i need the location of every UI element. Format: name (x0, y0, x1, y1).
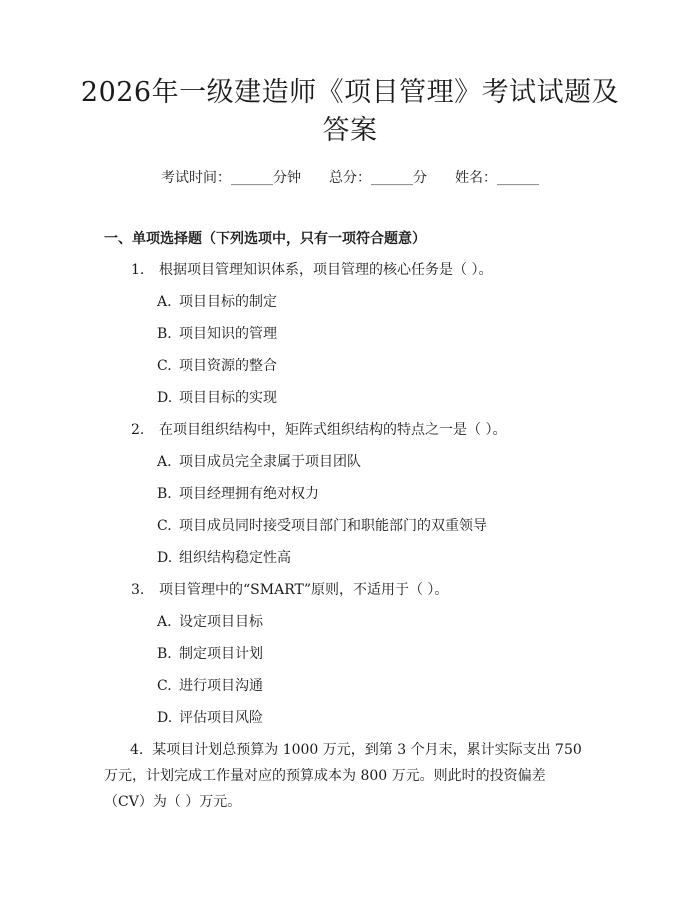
exam-title (60, 74, 640, 150)
option-2d (157, 548, 291, 568)
question-number: 3. (131, 582, 145, 598)
option-text: 项目知识的管理 (179, 326, 277, 342)
total-score-field: 总分：______分 (329, 170, 427, 186)
option-2b (157, 484, 319, 504)
question-number: 4. (130, 742, 144, 758)
question-number: 1. (131, 262, 145, 278)
option-letter: A. (157, 614, 172, 630)
option-letter: D. (157, 390, 173, 406)
option-letter: B. (157, 486, 172, 502)
exam-title-line1: 2026年一级建造师《项目管理》考试试题及 (80, 77, 620, 108)
exam-title-line2: 答案 (322, 115, 378, 146)
option-letter: D. (157, 710, 173, 726)
option-letter: C. (157, 678, 172, 694)
option-3a (157, 612, 263, 632)
option-1d (157, 388, 277, 408)
option-2a (157, 452, 361, 472)
option-text: 项目目标的制定 (179, 294, 277, 310)
section-heading: 一、单项选择题（下列选项中，只有一项符合题意） (104, 231, 426, 247)
option-1a (157, 292, 277, 312)
option-3c (157, 676, 263, 696)
option-1b (157, 324, 277, 344)
question-2 (131, 420, 506, 440)
option-letter: C. (157, 518, 172, 534)
option-letter: A. (157, 454, 172, 470)
option-text: 进行项目沟通 (179, 678, 263, 694)
question-text: 某项目计划总预算为 1000 万元，到第 3 个月末，累计实际支出 750 万元，计划完成工作量对应的预算成本为 800 万元。则此时的投资偏差（CV）为（ ）万元。 (104, 742, 582, 810)
question-text: 根据项目管理知识体系，项目管理的核心任务是（ ）。 (159, 262, 493, 278)
option-2c (157, 516, 487, 536)
exam-time-field: 考试时间：______分钟 (161, 170, 301, 186)
question-text: 在项目组织结构中，矩阵式组织结构的特点之一是（ ）。 (159, 422, 507, 438)
option-letter: B. (157, 646, 172, 662)
name-field: 姓名：______ (455, 170, 539, 186)
question-1 (131, 260, 492, 280)
option-text: 评估项目风险 (179, 710, 263, 726)
option-3b (157, 644, 263, 664)
option-text: 组织结构稳定性高 (179, 550, 291, 566)
option-text: 项目目标的实现 (179, 390, 277, 406)
option-letter: D. (157, 550, 173, 566)
question-text: 项目管理中的“SMART”原则，不适用于（ ）。 (159, 582, 449, 598)
option-text: 项目成员同时接受项目部门和职能部门的双重领导 (179, 518, 487, 534)
option-text: 项目经理拥有绝对权力 (179, 486, 319, 502)
option-text: 制定项目计划 (179, 646, 263, 662)
option-3d (157, 708, 263, 728)
option-letter: A. (157, 294, 172, 310)
option-1c (157, 356, 277, 376)
option-text: 项目资源的整合 (179, 358, 277, 374)
option-text: 设定项目目标 (179, 614, 263, 630)
question-number: 2. (131, 422, 145, 438)
question-3 (131, 580, 448, 600)
option-letter: B. (157, 326, 172, 342)
option-letter: C. (157, 358, 172, 374)
option-text: 项目成员完全隶属于项目团队 (179, 454, 361, 470)
question-4 (104, 737, 582, 815)
exam-meta (0, 168, 700, 188)
